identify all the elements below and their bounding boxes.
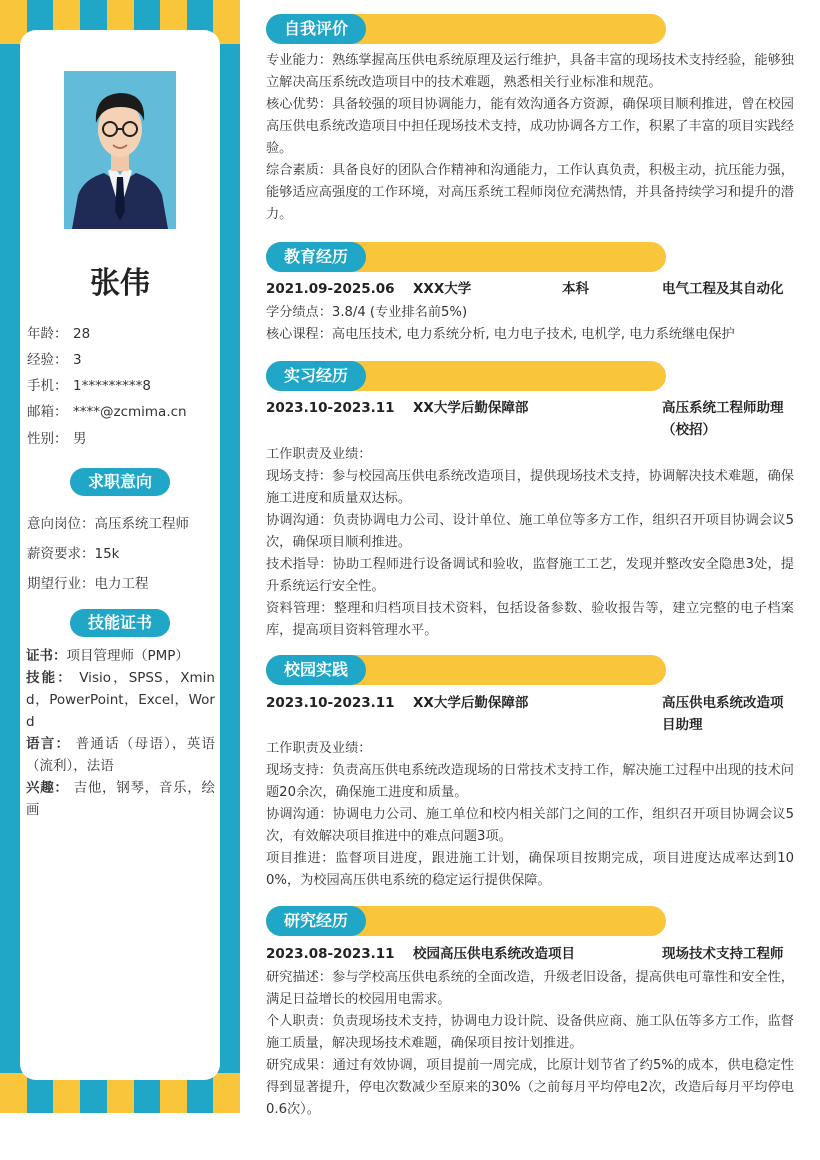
portrait-icon — [64, 71, 176, 229]
internship-role: 高压系统工程师助理（校招） — [662, 400, 784, 438]
intent-industry: 期望行业：电力工程 — [27, 576, 149, 592]
info-gender: 性别： 男 — [27, 431, 87, 447]
research-paragraph: 研究描述：参与学校高压供电系统的全面改造，升级老旧设备，提高供电可靠性和安全性，满足日益增长的校园用电需求。 — [266, 970, 794, 1007]
internship-paragraph: 协调沟通：负责协调电力公司、设计单位、施工单位等多方工作，组织召开项目协调会议5次，确保项目顺利推进。 — [266, 513, 794, 550]
section-title: 自我评价 — [266, 14, 366, 44]
self-eval-paragraph: 综合素质：具备良好的团队合作精神和沟通能力，工作认真负责，积极主动，抗压能力强，能够适应高强度的工作环境，对高压系统工程师岗位充满热情，并具备持续学习和提升的潜力。 — [266, 163, 794, 222]
self-eval-body — [266, 50, 794, 226]
avatar — [64, 71, 176, 229]
research-paragraph: 个人职责：负责现场技术支持，协调电力设计院、设备供应商、施工队伍等多方工作，监督施工质量，解决现场技术难题，确保项目按计划推进。 — [266, 1014, 794, 1051]
research-date: 2023.08-2023.11 — [266, 946, 395, 962]
section-title: 校园实践 — [266, 655, 366, 685]
research-body — [266, 967, 794, 1121]
education-body — [266, 302, 794, 346]
internship-paragraph: 技术指导：协助工程师进行设备调试和验收，监督施工工艺，发现并整改安全隐患3处，提升系统运行安全性。 — [266, 557, 794, 594]
education-degree: 本科 — [562, 281, 589, 297]
section-title: 教育经历 — [266, 242, 366, 272]
internship-paragraph: 资料管理：整理和归档项目技术资料，包括设备参数、验收报告等，建立完整的电子档案库，提高项目资料管理水平。 — [266, 601, 794, 638]
section-research — [266, 906, 666, 936]
research-paragraph: 研究成果：通过有效协调，项目提前一周完成，比原计划节省了约5%的成本，供电稳定性得到显著提升，停电次数减少至原来的30%（之前每月平均停电2次，改造后每月平均停电0.6次）。 — [266, 1058, 794, 1117]
intent-salary: 薪资要求：15k — [27, 546, 120, 562]
internship-paragraph: 现场支持：参与校园高压供电系统改造项目，提供现场技术支持，协调解决技术难题，确保施工进度和质量双达标。 — [266, 469, 794, 506]
skill-tools: 技能： Visio，SPSS，Xmind，PowerPoint，Excel，Word — [26, 670, 215, 730]
section-education — [266, 242, 666, 272]
campus-paragraph: 协调沟通：协调电力公司、施工单位和校内相关部门之间的工作，组织召开项目协调会议5次，有效解决项目推进中的难点问题3项。 — [266, 807, 794, 844]
education-date: 2021.09-2025.06 — [266, 281, 395, 297]
section-internship — [266, 361, 666, 391]
internship-paragraph: 工作职责及业绩： — [266, 447, 372, 462]
skills-list — [26, 645, 215, 821]
intent-title: 求职意向 — [70, 468, 170, 496]
info-experience: 经验： 3 — [27, 352, 82, 368]
internship-body — [266, 444, 794, 642]
candidate-name: 张伟 — [90, 266, 150, 301]
self-eval-paragraph: 专业能力：熟练掌握高压供电系统原理及运行维护，具备丰富的现场技术支持经验，能够独立解决高压系统改造项目中的技术难题，熟悉相关行业标准和规范。 — [266, 53, 794, 90]
skill-interests: 兴趣： 吉他，钢琴，音乐，绘画 — [26, 780, 215, 818]
skills-title: 技能证书 — [70, 609, 170, 637]
internship-org: XX大学后勤保障部 — [413, 400, 529, 416]
campus-paragraph: 项目推进：监督项目进度，跟进施工计划，确保项目按期完成，项目进度达成率达到100%，为校园高压供电系统的稳定运行提供保障。 — [266, 851, 794, 888]
section-title: 实习经历 — [266, 361, 366, 391]
internship-date: 2023.10-2023.11 — [266, 400, 395, 416]
education-gpa: 学分绩点：3.8/4 (专业排名前5%) — [266, 305, 468, 320]
skill-certificate: 证书：项目管理师（PMP） — [26, 648, 189, 664]
campus-date: 2023.10-2023.11 — [266, 695, 395, 711]
education-courses: 核心课程：高电压技术, 电力系统分析, 电力电子技术, 电机学, 电力系统继电保护 — [266, 327, 735, 342]
education-major: 电气工程及其自动化 — [662, 281, 784, 297]
section-campus — [266, 655, 666, 685]
campus-body — [266, 738, 794, 892]
research-role: 现场技术支持工程师 — [662, 946, 784, 962]
campus-role: 高压供电系统改造项目助理 — [662, 695, 784, 733]
intent-position: 意向岗位：高压系统工程师 — [27, 516, 189, 532]
campus-paragraph: 工作职责及业绩： — [266, 741, 372, 756]
campus-org: XX大学后勤保障部 — [413, 695, 529, 711]
section-title: 研究经历 — [266, 906, 366, 936]
self-eval-paragraph: 核心优势：具备较强的项目协调能力，能有效沟通各方资源，确保项目顺利推进，曾在校园高压供电系统改造项目中担任现场技术支持，成功协调各方工作，积累了丰富的项目实践经验。 — [266, 97, 794, 156]
info-email: 邮箱： ****@zcmima.cn — [27, 404, 187, 420]
skill-languages: 语言： 普通话（母语），英语（流利），法语 — [26, 736, 216, 774]
education-school: XXX大学 — [413, 281, 472, 297]
info-age: 年龄： 28 — [27, 326, 91, 342]
campus-paragraph: 现场支持：负责高压供电系统改造现场的日常技术支持工作，解决施工过程中出现的技术问题20余次，确保施工进度和质量。 — [266, 763, 794, 800]
research-project: 校园高压供电系统改造项目 — [413, 946, 575, 962]
info-phone: 手机： 1*********8 — [27, 378, 151, 394]
section-self-eval — [266, 14, 666, 44]
bottom-stripe — [213, 1073, 240, 1113]
bottom-stripe — [0, 1073, 27, 1113]
